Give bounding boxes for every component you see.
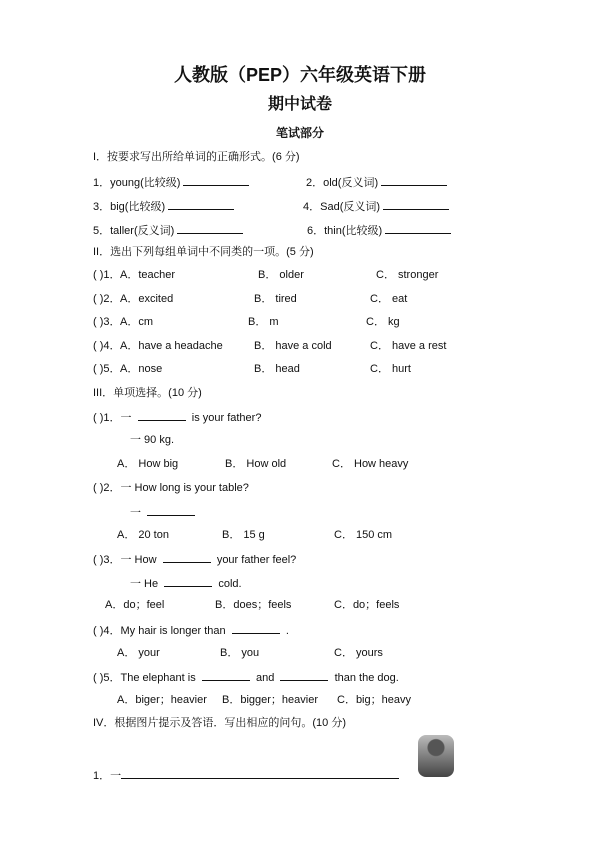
question-number: ( )3． [93,316,121,328]
option-a: A． How big [117,458,179,470]
option-b: B． older [258,269,304,281]
section-1-heading: I．按要求写出所给单词的正确形式。(6 分) [93,151,300,163]
question: 1．young(比较级) [93,174,249,190]
option-b: B． m [248,316,279,328]
answer-line: 一 90 kg. [130,434,175,446]
option-a: A．have a headache [120,340,223,352]
option-c: C． yours [334,647,383,659]
option-a: A．nose [120,363,163,375]
option-b: B． have a cold [254,340,332,352]
section-4-heading: IV．根据图片提示及答语．写出相应的问句。(10 分) [93,717,347,729]
option-b: B． head [254,363,300,375]
option-c: C．big；heavy [337,694,411,706]
option-a: A．do；feel [105,599,165,611]
question-number: ( )2． [93,293,121,305]
question-number: ( )4． [93,340,121,352]
option-a: A．cm [120,316,153,328]
question-number: ( )5． [93,363,121,375]
option-a: A． 20 ton [117,529,169,541]
option-c: C． stronger [376,269,439,281]
answer-line: 一 He cold. [130,575,242,591]
question: ( )1．一 is your father? [93,409,261,425]
page-subtitle: 期中试卷 [267,96,332,113]
option-c: C． 150 cm [334,529,393,541]
option-b: B．bigger；heavier [222,694,318,706]
question: ( )3．一 How your father feel? [93,551,296,567]
option-c: C． hurt [370,363,411,375]
option-c: C． have a rest [370,340,447,352]
question: 1．一 [93,767,399,783]
page-title: 人教版（PEP）六年级英语下册 [173,65,427,85]
answer-line: 一 [130,504,195,520]
question: 6．thin(比较级) [307,222,451,238]
question: ( )4．My hair is longer than . [93,622,289,638]
option-c: C．do；feels [334,599,400,611]
option-c: C． eat [370,293,408,305]
option-c: C． kg [366,316,400,328]
option-b: B． tired [254,293,297,305]
section-2-heading: II．选出下列每组单词中不同类的一项。(5 分) [93,246,314,258]
option-b: B． 15 g [222,529,265,541]
question-number: ( )1． [93,269,121,281]
question: 5．taller(反义词) [93,222,243,238]
option-b: B． you [220,647,260,659]
option-a: A．teacher [120,269,176,281]
option-c: C． How heavy [332,458,409,470]
option-b: B．does；feels [215,599,292,611]
question: ( )5．The elephant is and than the dog. [93,669,399,685]
option-b: B． How old [225,458,287,470]
question: ( )2．一 How long is your table? [93,482,249,494]
option-a: A． your [117,647,160,659]
part-heading: 笔试部分 [275,126,324,140]
section-3-heading: III．单项选择。(10 分) [93,387,202,399]
question: 2．old(反义词) [306,174,447,190]
question: 4．Sad(反义词) [303,198,449,214]
option-a: A．biger；heavier [117,694,207,706]
option-a: A．excited [120,293,174,305]
man-on-phone-picture [418,735,454,777]
question: 3．big(比较级) [93,198,234,214]
